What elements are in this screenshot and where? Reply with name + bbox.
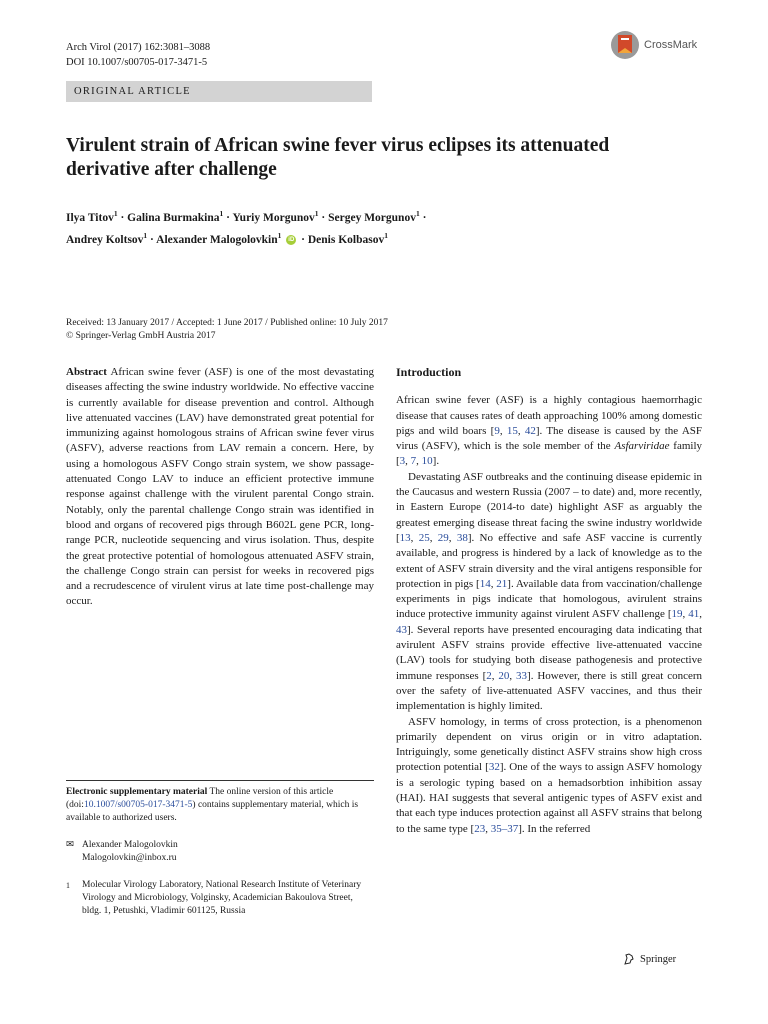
- abstract: [66, 365, 374, 610]
- history-dates: Received: 13 January 2017 / Accepted: 1 June 2017 / Published online: 10 July 2017: [66, 318, 388, 328]
- introduction-section: [396, 365, 702, 837]
- article-type-banner: ORIGINAL ARTICLE: [66, 81, 372, 102]
- corresponding-author-email[interactable]: Malogolovkin@inbox.ru: [81, 853, 177, 863]
- citation-link[interactable]: 23: [474, 822, 486, 835]
- author-name[interactable]: Sergey Morgunov: [328, 211, 416, 224]
- citation-link[interactable]: 43: [396, 623, 407, 636]
- article-title: Virulent strain of African swine fever virus eclipses its attenuated derivative after challenge: [66, 135, 610, 180]
- affiliation: [66, 879, 374, 918]
- springer-horse-icon: [622, 952, 636, 966]
- author-name[interactable]: Denis Kolbasov: [307, 233, 385, 246]
- author-name[interactable]: Galina Burmakina: [127, 211, 220, 224]
- publisher-name: Springer: [640, 953, 677, 965]
- publisher-logo: [622, 952, 676, 966]
- abstract-label: Abstract: [66, 366, 107, 378]
- esm-label: Electronic supplementary material: [66, 787, 208, 797]
- author-name[interactable]: Alexander Malogolovkin: [156, 233, 278, 246]
- citation-link[interactable]: 29: [437, 531, 449, 544]
- citation-link[interactable]: 19: [671, 608, 683, 621]
- copyright: © Springer-Verlag GmbH Austria 2017: [66, 331, 216, 341]
- supplementary-note: Electronic supplementary material The online version of this article (doi:10.1007/s00705-017-3471-5) contains supplementary material, which is available to authorized users.: [66, 787, 359, 823]
- crossmark-icon: [610, 28, 640, 62]
- citation-link[interactable]: 25: [418, 531, 430, 544]
- citation-link[interactable]: 13: [399, 531, 411, 544]
- doi: DOI 10.1007/s00705-017-3471-5: [66, 57, 208, 68]
- journal-citation: Arch Virol (2017) 162:3081–3088: [66, 42, 211, 53]
- journal-meta: [66, 40, 210, 70]
- author-name[interactable]: Yuriy Morgunov: [232, 211, 315, 224]
- citation-link[interactable]: 42: [524, 424, 536, 437]
- citation-link[interactable]: 7: [410, 455, 417, 468]
- citation-link[interactable]: 3: [399, 455, 406, 468]
- abstract-text: African swine fever (ASF) is one of the most devastating diseases affecting the swine industry worldwide. No effective vaccine is currently available for disease prevention and control. Although live attenuated vaccines (LAV) have demonstrated great potential for immunizing against homologous strains of African swine fever virus (ASFV), adverse reactions from LAV remain a concern. Here, by using a homologous ASFV Congo strain system, we show passage-attenuated Congo LAV to induce an efficient protective immune response against challenge with the virulent parental Congo strain. Notably, only the parental challenge Congo strain was identified in blood and organs of recovered pigs through B602L gene PCR, long-range PCR, nucleotide sequencing and virus isolation. Thus, despite the great protective potential of homologous attenuated ASFV strain, the challenge Congo strain can persist for weeks in recovered pigs and a recrudescence of virulent virus at late time post-challenge may occur.: [66, 366, 374, 608]
- author-name[interactable]: Andrey Koltsov: [66, 233, 144, 246]
- citation-link[interactable]: 20: [498, 669, 510, 682]
- footnotes: [66, 786, 374, 918]
- citation-link[interactable]: 33: [516, 669, 528, 682]
- envelope-icon: ✉: [66, 840, 74, 850]
- section-heading: Introduction: [396, 365, 462, 379]
- citation-link[interactable]: 9: [494, 424, 500, 437]
- citation-link[interactable]: 32: [488, 761, 500, 774]
- citation-link[interactable]: 10: [421, 455, 433, 468]
- corresponding-author: [66, 839, 374, 865]
- citation-link[interactable]: 35–37: [490, 822, 519, 835]
- citation-link[interactable]: 14: [479, 577, 491, 590]
- paragraph: ASFV homology, in terms of cross protection, is a phenomenon primarily dependent on virus origin or in vitro adaptation. Intriguingly, some genetically distinct ASFV strains show high cross protection potential [32]. One of the ways to assign ASFV homology is a serologic typing based on a hemadsorbtion inhibition assay (HAI). HAI suggests that several antigenic types of ASFV exist and that each type induces protection against all ASFV strains that belong to the same type [23, 35–37]. In the referred: [396, 715, 702, 835]
- crossmark-badge[interactable]: [610, 28, 697, 62]
- corresponding-author-name: Alexander Malogolovkin: [81, 840, 178, 850]
- italic-term: Asfarviridae: [614, 440, 670, 453]
- crossmark-label: CrossMark: [644, 39, 698, 51]
- publication-dates: [66, 317, 388, 343]
- author-list: Ilya Titov$^1$ · Galina Burmakina$^1$ · Yuriy Morgunov$^1$ · Sergey Morgunov$^1$ · Andrey Koltsov$^1$ · Alexander Malogolovkin$^1$ iD · Denis Kolbasov$^1$: [66, 209, 427, 246]
- author-name[interactable]: Ilya Titov: [66, 211, 114, 224]
- citation-link[interactable]: 21: [496, 577, 508, 590]
- paragraph: African swine fever (ASF) is a highly contagious haemorrhagic disease that causes rates of death approaching 100% among domestic pigs and wild boars [9, 15, 42]. The disease is caused by the ASF virus (ASFV), which is the sole member of the Asfarviridae family [3, 7, 10].: [396, 394, 703, 468]
- citation-link[interactable]: 2: [486, 669, 492, 682]
- orcid-icon[interactable]: iD: [288, 237, 295, 244]
- citation-link[interactable]: 38: [456, 531, 468, 544]
- affiliation-text: Molecular Virology Laboratory, National Research Institute of Veterinary Virology and Microbiology, Volginsky, Academician Bakoulova Street, bldg. 1, Petushki, Vladimir 601125, Russia: [81, 880, 362, 916]
- affiliation-number: 1: [66, 881, 70, 890]
- paragraph: Devastating ASF outbreaks and the continuing disease epidemic in the Caucasus and western Russia (2007 – to date) and, more recently, in Eastern Europe (2014-to date) highlight ASF as arguably the greatest emerging disease threat facing the swine industry worldwide [13, 25, 29, 38]. No effective and safe ASF vaccine is currently available, and progress is hindered by a lack of knowledge as to the extent of ASFV strain diversity and the viral antigens responsible for protection in pigs [14, 21]. Available data from vaccination/challenge experiments in pigs indicate that homologous, avirulent strains induce protective immunity against virulent ASFV challenge [19, 41, 43]. Several reports have presented encouraging data indicating that avirulent ASFV strains provide effective live-attenuated vaccine (LAV) tools for studying both disease pathogenesis and protective immune responses [2, 20, 33]. However, there is still great concern over the safety of live-attenuated ASFV vaccines, and thus their implementation is highly limited.: [396, 470, 703, 713]
- footnote-divider: [66, 780, 374, 781]
- citation-link[interactable]: 15: [506, 424, 518, 437]
- esm-doi-link[interactable]: 10.1007/s00705-017-3471-5: [83, 800, 193, 810]
- citation-link[interactable]: 41: [688, 608, 700, 621]
